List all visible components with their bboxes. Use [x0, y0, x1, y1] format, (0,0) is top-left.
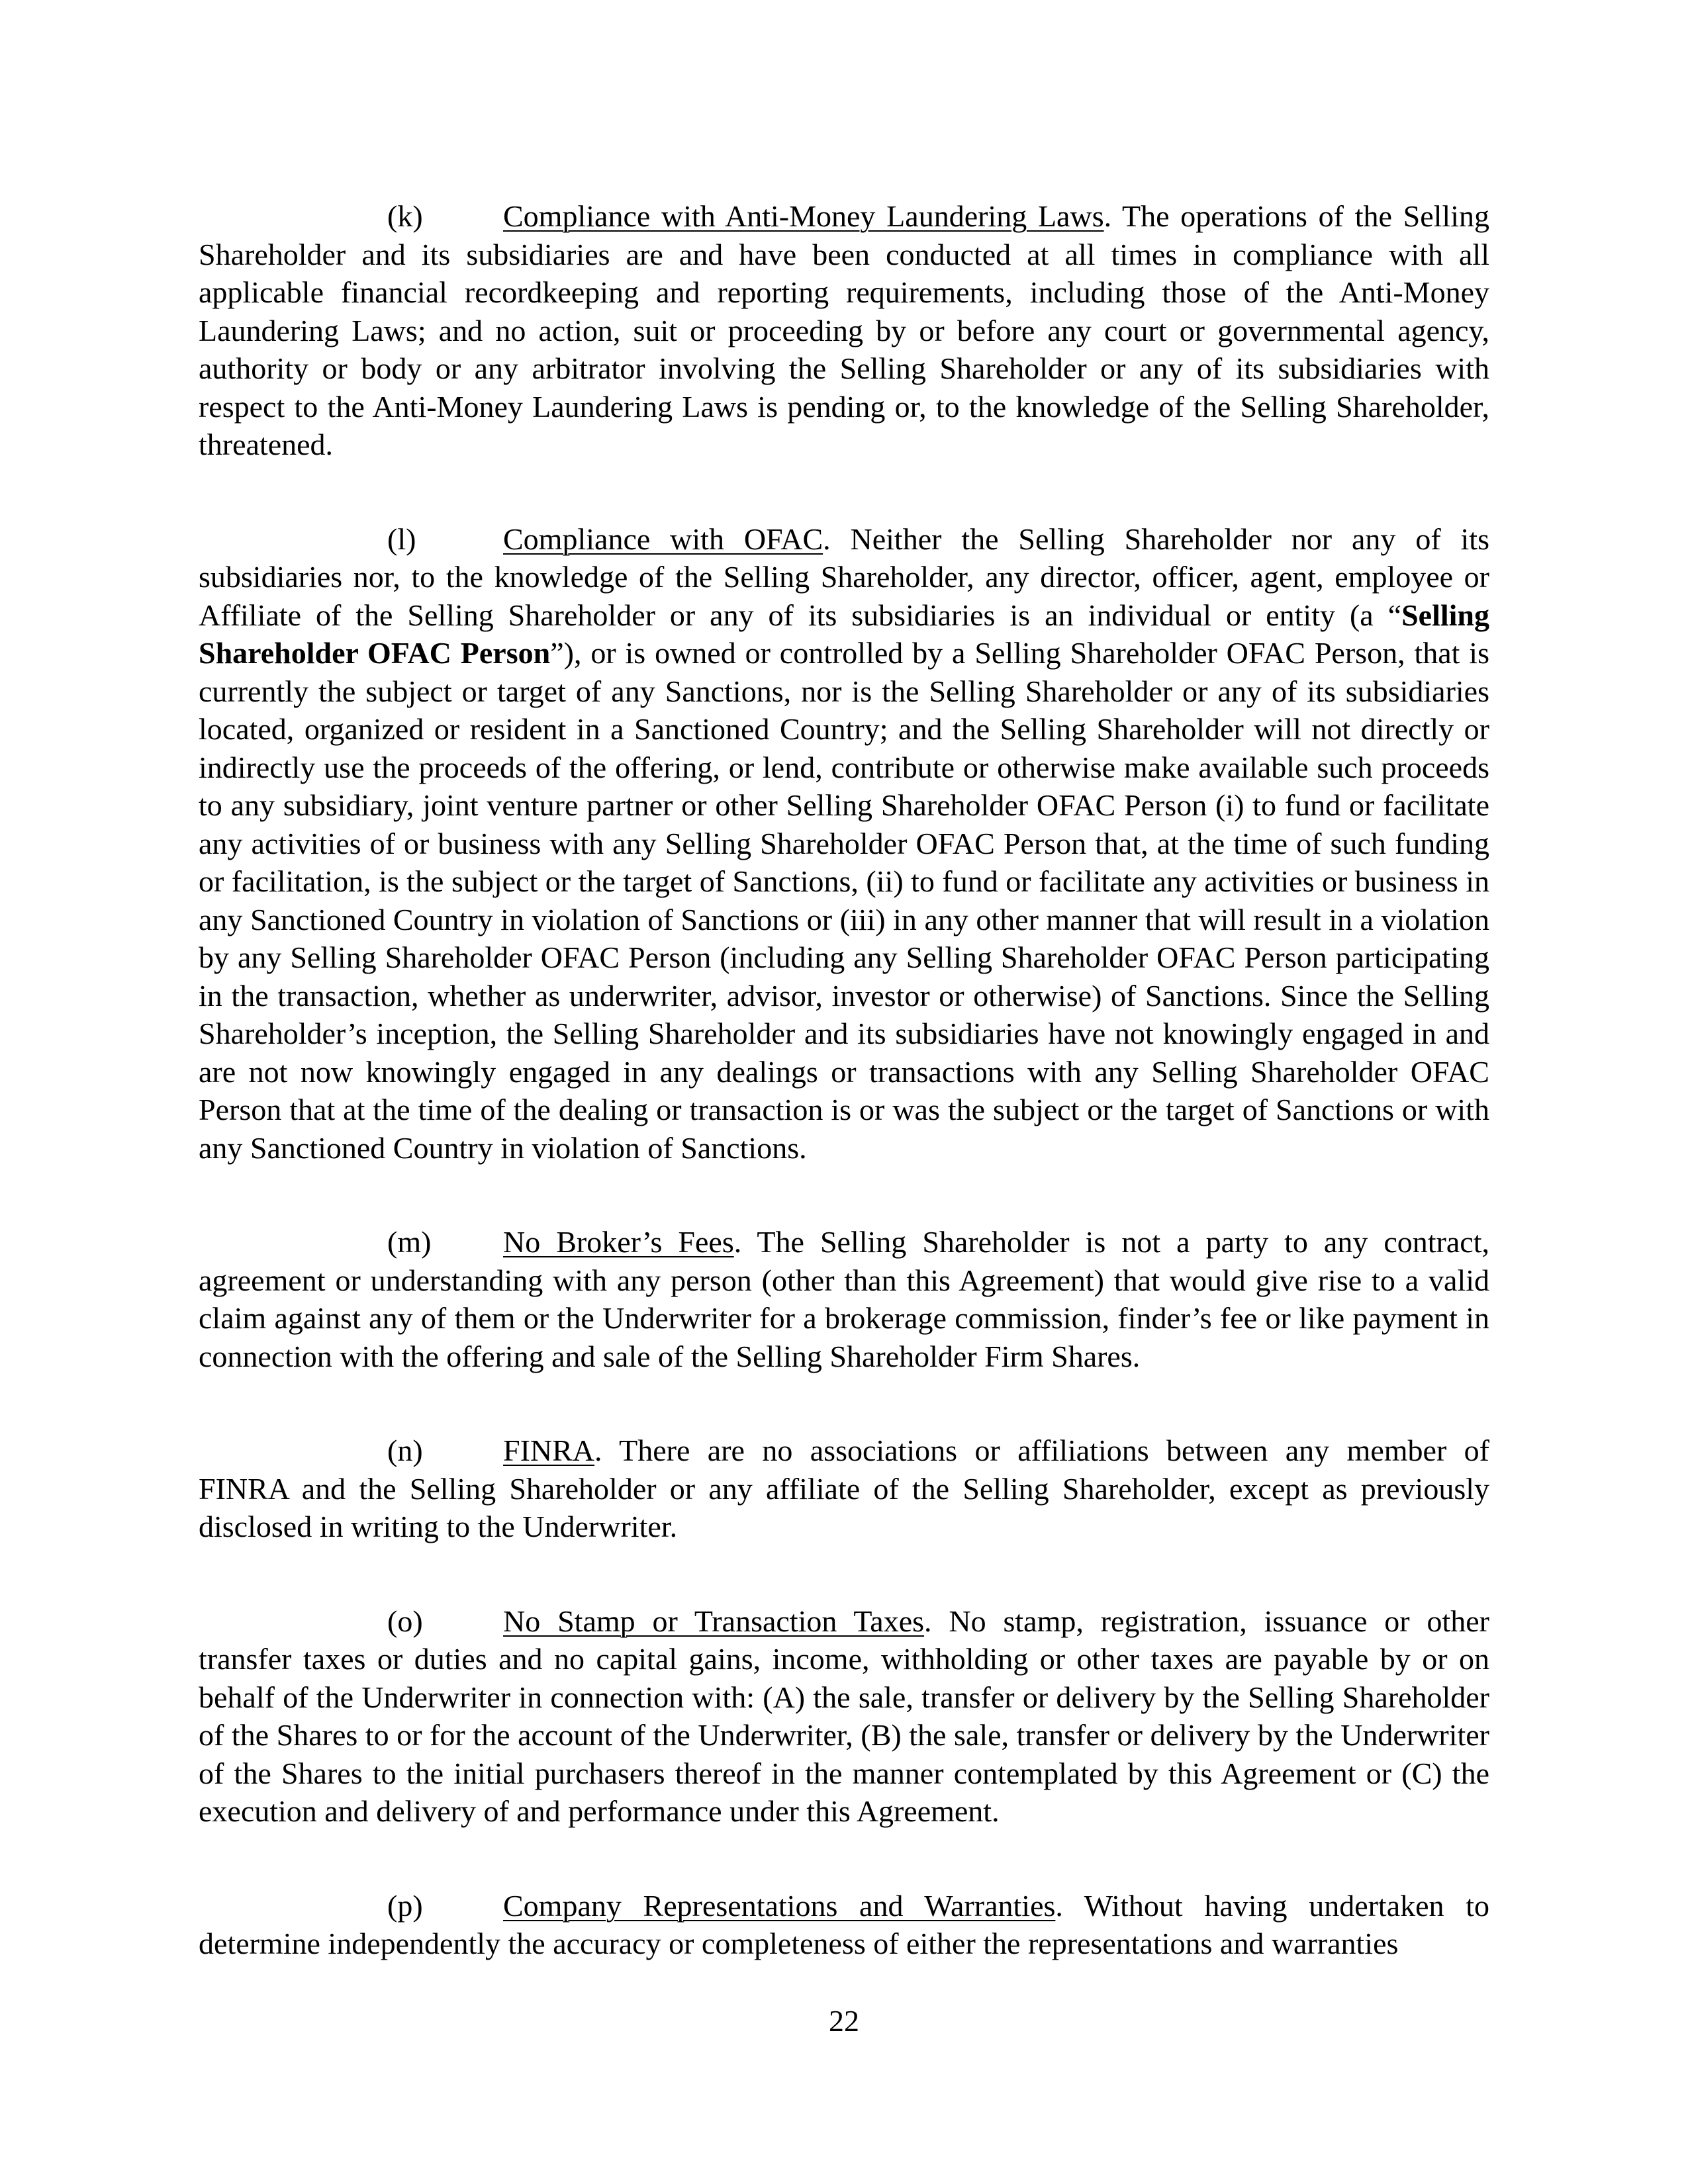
section-label: (m)	[387, 1225, 432, 1259]
section-m	[199, 1223, 1489, 1375]
defined-term: Selling Shareholder OFAC Person	[199, 598, 1489, 670]
section-heading: Company Representations and Warranties	[503, 1888, 1056, 1923]
section-n	[199, 1432, 1489, 1546]
section-label: (p)	[387, 1888, 423, 1923]
section-text-continued: ”), or is owned or controlled by a Selling Shareholder OFAC Person, that is currently the subject or target of any Sanctions, nor is the Selling Shareholder or any of its subsidiaries located, organized or resident in a Sanctioned Country; and the Selling Shareholder will not directly or indirectly use the proceeds of the offering, or lend, contribute or otherwise make available such proceeds to any subsidiary, joint venture partner or other Selling Shareholder OFAC Person (i) to fund or facilitate any activities of or business with any Selling Shareholder OFAC Person that, at the time of such funding or facilitation, is the subject or the target of Sanctions, (ii) to fund or facilitate any activities or business in any Sanctioned Country in violation of Sanctions or (iii) in any other manner that will result in a violation by any Selling Shareholder OFAC Person (including any Selling Shareholder OFAC Person participating in the transaction, whether as underwriter, advisor, investor or otherwise) of Sanctions. Since the Selling Shareholder’s inception, the Selling Shareholder and its subsidiaries have not knowingly engaged in and are not now knowingly engaged in any dealings or transactions with any Selling Shareholder OFAC Person that at the time of the dealing or transaction is or was the subject or the target of Sanctions or with any Sanctioned Country in violation of Sanctions.	[199, 636, 1489, 1165]
section-label: (n)	[387, 1433, 423, 1467]
section-text: . The operations of the Selling Shareholder and its subsidiaries are and have been conducted at all times in compliance with all applicable financial recordkeeping and reporting requirements, including those of the Anti-Money Laundering Laws; and no action, suit or proceeding by or before any court or governmental agency, authority or body or any arbitrator involving the Selling Shareholder or any of its subsidiaries with respect to the Anti-Money Laundering Laws is pending or, to the knowledge of the Selling Shareholder, threatened.	[199, 199, 1489, 461]
section-text: . Without having undertaken to determine independently the accuracy or completeness of either the representations and warranties	[199, 1888, 1489, 1960]
document-body	[199, 197, 1489, 2019]
section-label: (o)	[387, 1604, 423, 1638]
section-label: (l)	[387, 522, 416, 556]
section-heading: Compliance with Anti-Money Laundering Laws	[503, 199, 1104, 233]
section-text: . The Selling Shareholder is not a party to any contract, agreement or understanding with any person (other than this Agreement) that would give rise to a valid claim against any of them or the Underwriter for a brokerage commission, finder’s fee or like payment in connection with the offering and sale of the Selling Shareholder Firm Shares.	[199, 1225, 1489, 1373]
section-p	[199, 1887, 1489, 1963]
section-heading: No Broker’s Fees	[503, 1225, 734, 1259]
section-heading: No Stamp or Transaction Taxes	[503, 1604, 925, 1638]
section-o	[199, 1602, 1489, 1831]
section-text: . No stamp, registration, issuance or other transfer taxes or duties and no capital gains, income, withholding or other taxes are payable by or on behalf of the Underwriter in connection with: (A) the sale, transfer or delivery by the Selling Shareholder of the Shares to or for the account of the Underwriter, (B) the sale, transfer or delivery by the Underwriter of the Shares to the initial purchasers thereof in the manner contemplated by this Agreement or (C) the execution and delivery of and performance under this Agreement.	[199, 1604, 1490, 1828]
section-k	[199, 197, 1489, 464]
section-heading: FINRA	[503, 1433, 595, 1467]
section-heading: Compliance with OFAC	[503, 522, 823, 556]
section-label: (k)	[387, 199, 423, 233]
section-text: . There are no associations or affiliations between any member of FINRA and the Selling Shareholder or any affiliate of the Selling Shareholder, except as previously disclosed in writing to the Underwriter.	[199, 1433, 1489, 1543]
section-text: . Neither the Selling Shareholder nor any of its subsidiaries nor, to the knowledge of the Selling Shareholder, any director, officer, agent, employee or Affiliate of the Selling Shareholder or any of its subsidiaries is an individual or entity (a “	[199, 522, 1489, 632]
section-l	[199, 520, 1489, 1167]
page-number: 22	[829, 2004, 859, 2038]
